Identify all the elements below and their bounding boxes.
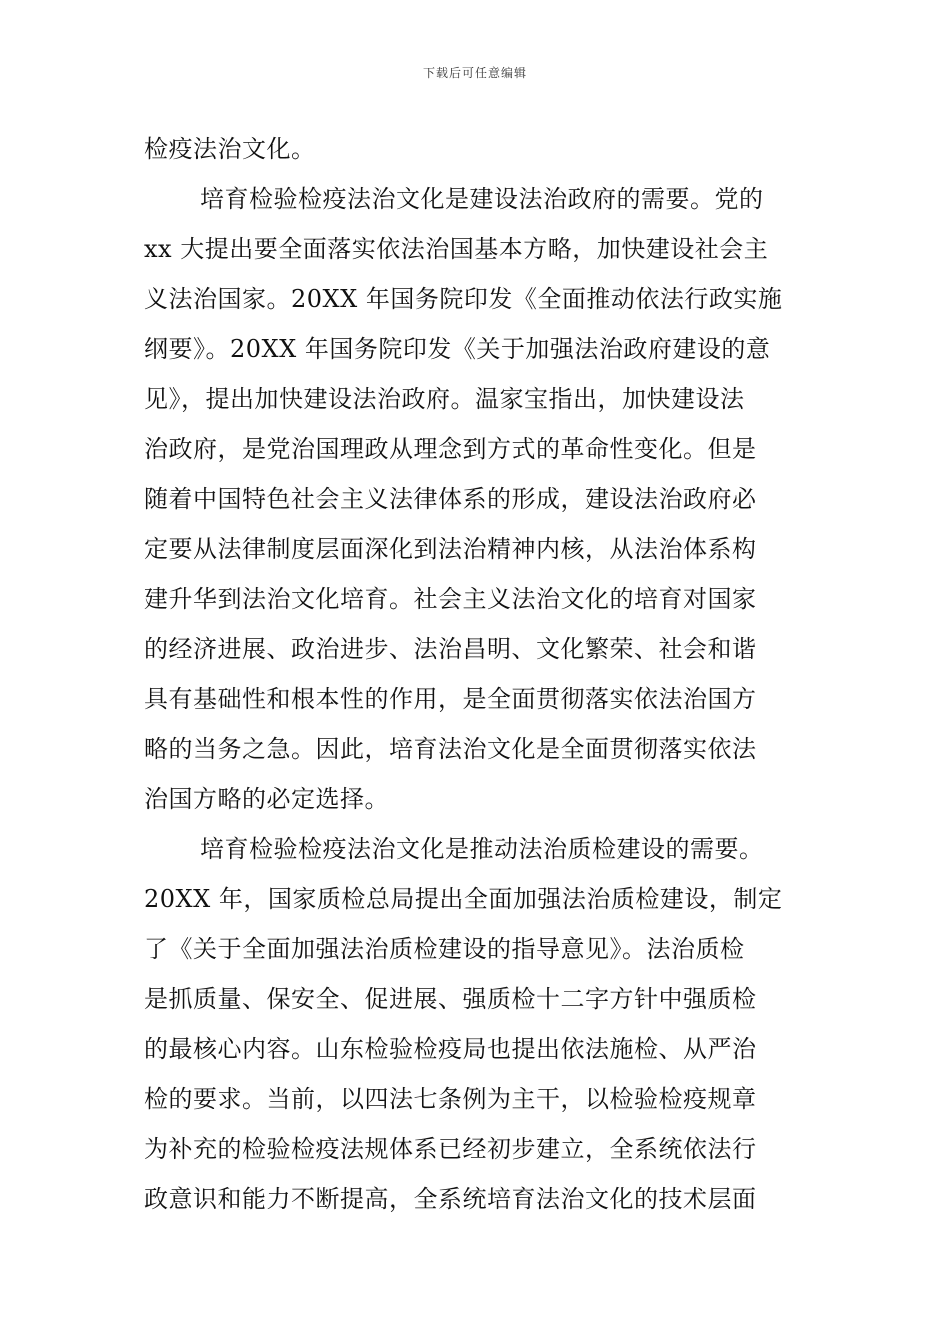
text-line: 随着中国特色社会主义法律体系的形成，建设法治政府必 <box>144 485 757 513</box>
text-line: 具有基础性和根本性的作用，是全面贯彻落实依法治国方 <box>144 685 757 713</box>
page-header: 下载后可任意编辑 <box>422 66 527 80</box>
paragraph-start-line: 培育检验检疫法治文化是建设法治政府的需要。党的 <box>200 185 764 213</box>
text-line: 的最核心内容。山东检验检疫局也提出依法施检、从严治 <box>144 1035 757 1063</box>
text-line: 了《关于全面加强法治质检建设的指导意见》。法治质检 <box>144 935 745 963</box>
text-line: 检的要求。当前，以四法七条例为主干，以检验检疫规章 <box>144 1085 757 1113</box>
text-line: 见》，提出加快建设法治政府。温家宝指出，加快建设法 <box>144 385 745 413</box>
text-line: 的经济进展、政治进步、法治昌明、文化繁荣、社会和谐 <box>144 635 757 663</box>
text-line: 治国方略的必定选择。 <box>144 785 389 813</box>
text-line: 略的当务之急。因此，培育法治文化是全面贯彻落实依法 <box>144 735 757 763</box>
document-body <box>144 124 814 1224</box>
text-line: 纲要》。20XX 年国务院印发《关于加强法治政府建设的意 <box>144 335 771 363</box>
text-line: 定要从法律制度层面深化到法治精神内核，从法治体系构 <box>144 535 757 563</box>
text-line: 20XX 年，国家质检总局提出全面加强法治质检建设，制定 <box>144 885 783 913</box>
text-line: 建升华到法治文化培育。社会主义法治文化的培育对国家 <box>144 585 757 613</box>
paragraph-start-line: 培育检验检疫法治文化是推动法治质检建设的需要。 <box>200 835 764 863</box>
text-line: 检疫法治文化。 <box>144 135 316 163</box>
text-line: 义法治国家。20XX 年国务院印发《全面推动依法行政实施 <box>144 285 783 313</box>
text-line: 为补充的检验检疫法规体系已经初步建立，全系统依法行 <box>144 1135 757 1163</box>
text-line: 政意识和能力不断提高，全系统培育法治文化的技术层面 <box>144 1185 757 1213</box>
text-line: xx 大提出要全面落实依法治国基本方略，加快建设社会主 <box>144 235 769 263</box>
text-line: 治政府，是党治国理政从理念到方式的革命性变化。但是 <box>144 435 757 463</box>
text-line: 是抓质量、保安全、促进展、强质检十二字方针中强质检 <box>144 985 757 1013</box>
